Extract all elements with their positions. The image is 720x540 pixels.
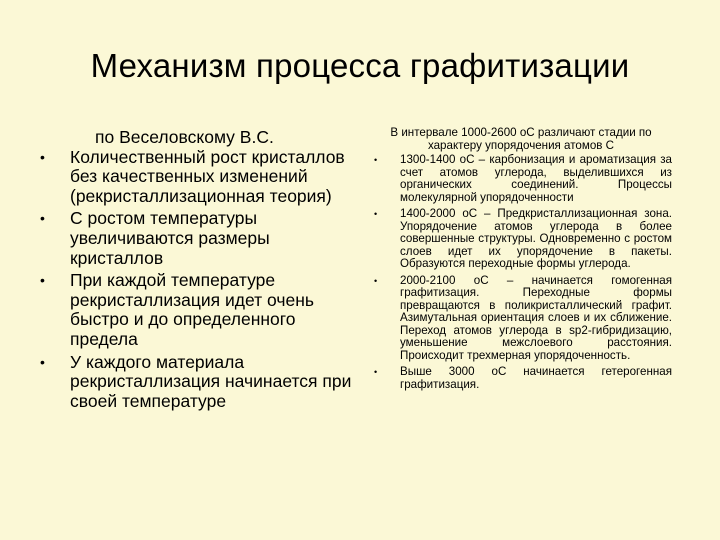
- bullet-icon: •: [374, 367, 378, 377]
- list-item-text: С ростом температуры увеличиваются размеры кристаллов: [70, 208, 270, 268]
- left-column: [30, 128, 360, 414]
- list-item-text: Выше 3000 оС начинается гетерогенная графитизация.: [400, 365, 672, 391]
- list-item: [30, 353, 360, 412]
- list-item: [30, 271, 360, 349]
- list-item: [370, 154, 672, 204]
- bullet-icon: •: [40, 272, 45, 289]
- list-item: [30, 209, 360, 268]
- bullet-icon: •: [374, 155, 378, 165]
- left-bullet-list: [30, 148, 360, 412]
- bullet-icon: •: [40, 148, 45, 165]
- list-item-text: 1400-2000 оС – Предкристаллизационная зона. Упорядочение атомов углерода в более совершенные структуры. Одновременно с ростом слоев идет их упорядочение в пакеты. Образуются переходные формы углерода.: [400, 207, 672, 270]
- right-intro: В интервале 1000-2600 оС различают стадии по характеру упорядочения атомов С: [390, 126, 652, 152]
- list-item-text: При каждой температуре рекристаллизация идет очень быстро и до определенного предела: [70, 270, 315, 349]
- bullet-icon: •: [40, 210, 45, 227]
- bullet-icon: •: [374, 275, 378, 286]
- list-item: [370, 208, 672, 271]
- left-subheading: по Веселовскому В.С.: [95, 127, 274, 147]
- list-item-text: Количественный рост кристаллов без качественных изменений (рекристаллизационная теория): [70, 146, 345, 206]
- right-column: [370, 127, 672, 395]
- right-bullet-list: [370, 154, 672, 391]
- bullet-icon: •: [374, 209, 378, 219]
- list-item: [370, 275, 672, 363]
- list-item-text: 2000-2100 оС – начинается гомогенная графитизация. Переходные формы превращаются в поликристаллический графит. Азимутальная ориентация слоев и их сближение. Переход атомов углерода в sp2-гибридизацию, уменьшение межслоевого расстояния. Происходит трехмерная упорядоченность.: [400, 273, 672, 362]
- bullet-icon: •: [40, 353, 45, 370]
- list-item: [30, 148, 360, 207]
- list-item-text: 1300-1400 оС – карбонизация и ароматизация за счет атомов углерода, выделившихся из органических соединений. Процессы молекулярной упорядоченности: [400, 153, 672, 204]
- list-item: [370, 366, 672, 391]
- list-item-text: У каждого материала рекристаллизация начинается при своей температуре: [70, 351, 352, 411]
- slide-title: Механизм процесса графитизации: [90, 47, 630, 84]
